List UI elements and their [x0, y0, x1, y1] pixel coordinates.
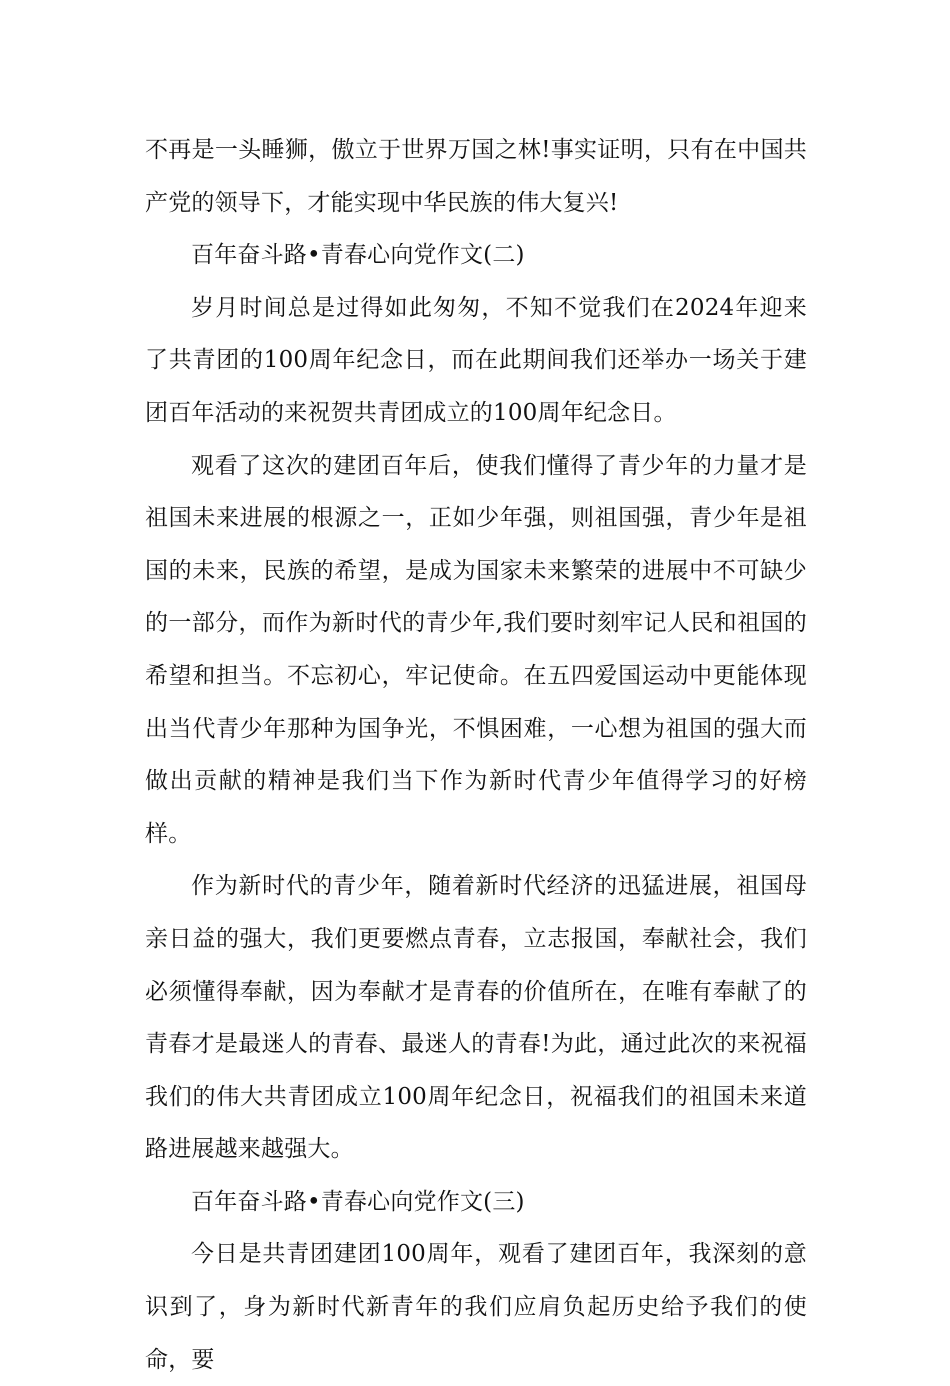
paragraph: 观看了这次的建团百年后，使我们懂得了青少年的力量才是祖国未来进展的根源之一，正如少年强，则祖国强，青少年是祖国的未来，民族的希望，是成为国家未来繁荣的进展中不可缺少的一部分，而作为新时代的青少年,我们要时刻牢记人民和祖国的希望和担当。不忘初心，牢记使命。在五四爱国运动中更能体现出当代青少年那种为国争光，不惧困难，一心想为祖国的强大而做出贡献的精神是我们当下作为新时代青少年值得学习的好榜样。: [145, 452, 807, 847]
section-heading-3: 百年奋斗路•青春心向党作文(三): [191, 1188, 525, 1215]
paragraph-continuation: 不再是一头睡狮，傲立于世界万国之林!事实证明，只有在中国共产党的领导下，才能实现中华民族的伟大复兴!: [145, 137, 807, 216]
paragraph: 岁月时间总是过得如此匆匆，不知不觉我们在2024年迎来了共青团的100周年纪念日，而在此期间我们还举办一场关于建团百年活动的来祝贺共青团成立的100周年纪念日。: [145, 294, 807, 426]
section-heading-2: 百年奋斗路•青春心向党作文(二): [191, 242, 525, 269]
document-body: [145, 124, 807, 1386]
paragraph: 今日是共青团建团100周年，观看了建团百年，我深刻的意识到了，身为新时代新青年的我们应肩负起历史给予我们的使命，要: [145, 1241, 807, 1373]
paragraph: 作为新时代的青少年，随着新时代经济的迅猛进展，祖国母亲日益的强大，我们更要燃点青春，立志报国，奉献社会，我们必须懂得奉献，因为奉献才是青春的价值所在，在唯有奉献了的青春才是最迷人的青春、最迷人的青春!为此，通过此次的来祝福我们的伟大共青团成立100周年纪念日，祝福我们的祖国未来道路进展越来越强大。: [145, 873, 807, 1163]
